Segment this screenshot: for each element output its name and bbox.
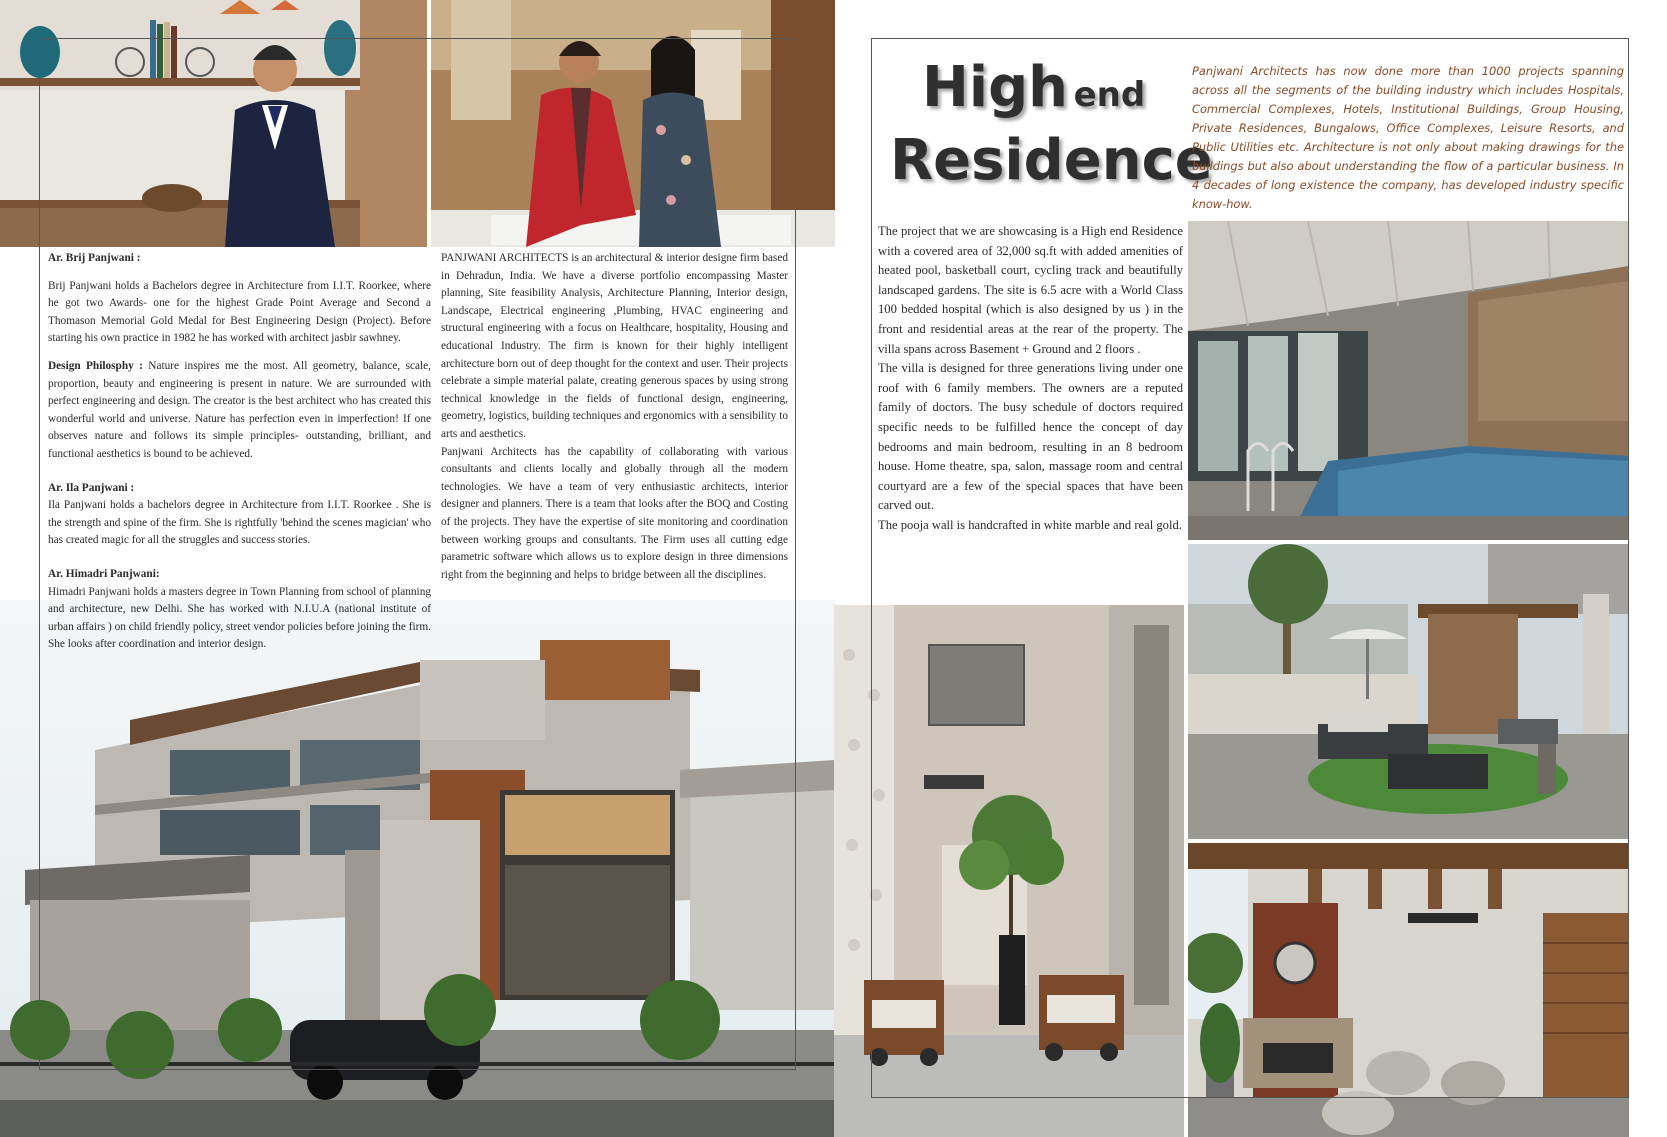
fireplace-lounge-photo: [1188, 843, 1629, 1137]
brij-heading: Ar. Brij Panjwani :: [48, 252, 141, 264]
title-residence: Residence: [890, 128, 1213, 193]
title-end: end: [1073, 75, 1146, 115]
project-column: [878, 222, 1183, 536]
brij-bio: Brij Panjwani holds a Bachelors degree in Architecture from I.I.T. Roorkee, where he got two Awards- one for the highest Grade Point Average and Second a Thomason Memorial Gold Medal for Best Engineering Design (Project). Before starting his own practice in 1982 he has worked with architect jasbir sawhney.: [48, 279, 431, 345]
architects-photo: [431, 0, 835, 247]
villa-exterior-photo: [0, 600, 835, 1137]
himadri-bio: Himadri Panjwani holds a masters degree in Town Planning from school of planning and architecture, new Delhi. She has worked with N.I.U.A (national institute of urban affairs ) on child friendly policy, street vendor policies before joining the firm. She looks after coordination and interior design.: [48, 585, 431, 651]
courtyard-photo: [1188, 544, 1629, 839]
portrait-photo: [0, 0, 427, 247]
project-paragraph-1: The project that we are showcasing is a High end Residence with a covered area of 32,000 sq.ft with added amenities of heated pool, basketball court, cycling track and beautifully landscaped gardens. The site is 6.5 acre with a World Class 100 bedded hospital (which is also designed by us ) in the front and residential areas at the rear of the property. The villa spans across Basement + Ground and 2 floors .: [878, 224, 1183, 356]
entry-wall-photo: [834, 605, 1184, 1137]
himadri-heading: Ar. Himadri Panjwani:: [48, 567, 160, 580]
ila-heading: Ar. Ila Panjwani :: [48, 481, 135, 494]
philosophy-text: Nature inspires me the most. All geometry, balance, scale, proportion, beauty and engineering is present in nature. We are surrounded with perfect engineering and design. The creator is the best architect who has created this wonderful world and universe. Nature has perfection even in imperfection! If one observes nature and follows its simple principles- outstanding, brilliant, and functional aesthetics is bound to be achieved.: [48, 359, 431, 460]
project-paragraph-2: The villa is designed for three generations living under one roof with 6 family members. The owners are a reputed family of doctors. The busy schedule of doctors required specific needs to be fulfilled hence the concept of day bedrooms and main bedroom, resulting in an 8 bedroom house. Home theatre, spa, salon, massage room and central courtyard are a few of the special spaces that have been carved out.: [878, 361, 1183, 513]
title-high: High: [922, 55, 1069, 120]
title-line-1: [922, 55, 1145, 120]
design-philosophy: [48, 358, 431, 464]
profiles-column: [48, 250, 431, 654]
ila-bio: Ila Panjwani holds a bachelors degree in Architecture from I.I.T. Roorkee . She is the strength and spine of the firm. She is rightfully 'behind the scenes magician' who has created magic for all the struggles and success stories.: [48, 499, 431, 547]
firm-column: [441, 250, 788, 584]
firm-paragraph-2: Panjwani Architects has the capability of collaborating with various consultants and clients locally and globally through all the modern technologies. We have a team of very enthusiastic architects, interior designer and planners. There is a team that looks after the BOQ and Costing of the projects. They have the expertise of site monitoring and coordination between working groups and consultants. The Firm uses all cutting edge parametric software which allows us to explore design in three dimensions right from the beginning and helps to bridge between all the disciplines.: [441, 445, 788, 581]
intro-text: Panjwani Architects has now done more than 1000 projects spanning across all the segments of the building industry which includes Hospitals, Commercial Complexes, Hotels, Institutional Buildings, Group Housing, Private Residences, Bungalows, Office Complexes, Leisure Resorts, and Public Utilities etc. Architecture is not only about making drawings for the buildings but also about understanding the flow of a particular business. In 4 decades of long existence the company, has developed industry specific know-how.: [1192, 64, 1624, 211]
firm-paragraph-1: PANJWANI ARCHITECTS is an architectural & interior designe firm based in Dehradun, India. We have a diverse portfolio encompassing Master planning, Site feasibility Analysis, Architecture Planning, Interior design, Landscape, Electrical engineering ,Plumbing, HVAC engineering and structural engineering with a focus on Healthcare, hospitality, Housing and educational Industry. The firm is known for their highly intelligent architecture born out of deep thought for the context and user. Their projects celebrate a simple material palate, creating generous spaces by using strong technical knowledge in the fields of functional design, engineering, geometry, logistics, building techniques and ergonomics with a sensibility to arts and aesthetics.: [441, 252, 788, 440]
indoor-pool-photo: [1188, 221, 1629, 540]
philosophy-label: Design Philosphy :: [48, 359, 143, 372]
project-paragraph-3: The pooja wall is handcrafted in white marble and real gold.: [878, 517, 1182, 532]
